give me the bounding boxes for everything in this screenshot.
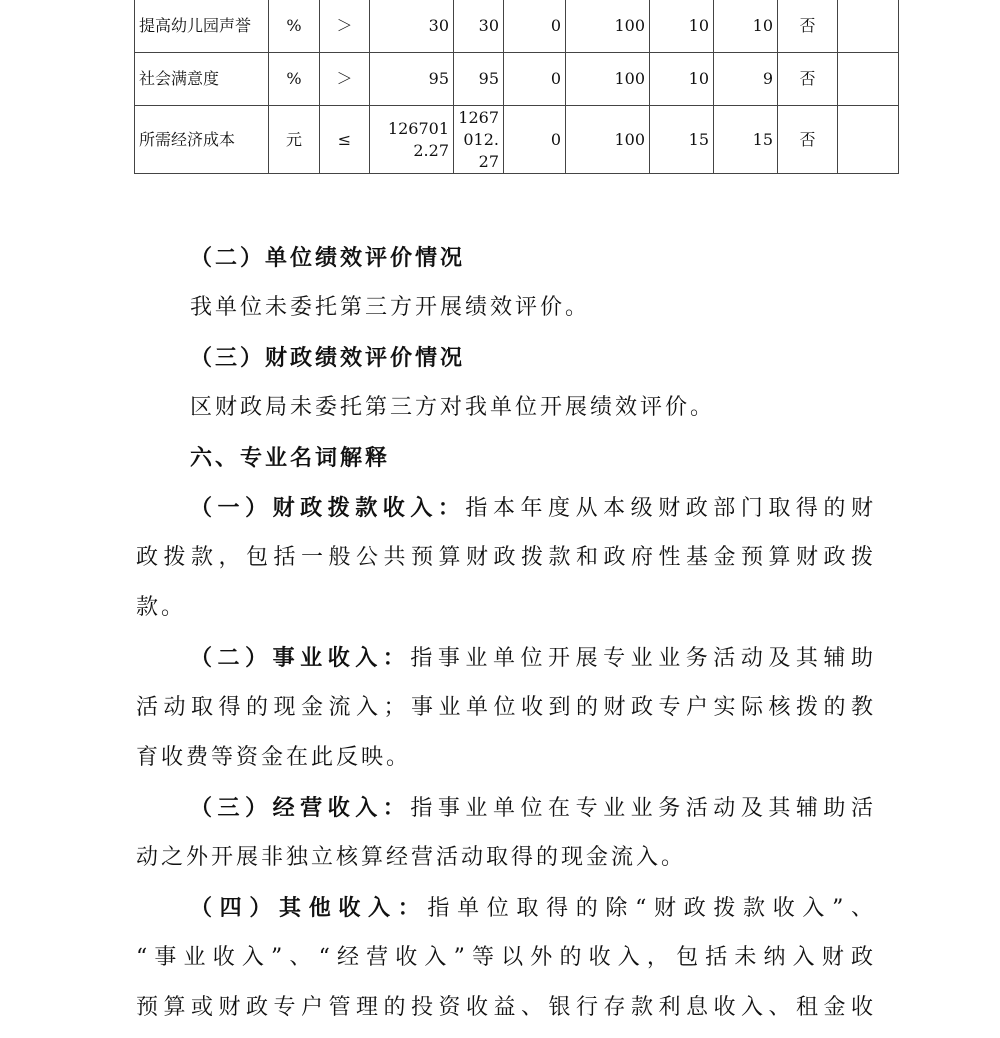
- table-cell: [838, 106, 899, 174]
- table-cell: 15: [714, 106, 778, 174]
- paragraph-line: 动之外开展非独立核算经营活动取得的现金流入。: [136, 845, 687, 870]
- table-cell: ≤: [320, 106, 370, 174]
- term-4: （四）其他收入：指单位取得的除“财政拨款收入”、: [190, 895, 876, 921]
- term-2: （二）事业收入：指事业单位开展专业业务活动及其辅助: [190, 645, 876, 671]
- document-body: [136, 233, 876, 1033]
- table-cell: 30: [370, 0, 454, 53]
- table-row: [135, 53, 899, 106]
- table-cell: ＞: [320, 0, 370, 53]
- performance-table: [134, 0, 899, 174]
- table-cell: [838, 0, 899, 53]
- paragraph-line: 活动取得的现金流入；事业单位收到的财政专户实际核拨的教: [136, 695, 876, 720]
- paragraph-line: 款。: [136, 595, 187, 620]
- table-row: [135, 0, 899, 53]
- paragraph-line: 育收费等资金在此反映。: [136, 745, 412, 770]
- term-1: （一）财政拨款收入：指本年度从本级财政部门取得的财: [190, 495, 876, 521]
- heading-finance-evaluation: （三）财政绩效评价情况: [190, 345, 466, 371]
- table-cell: 15: [650, 106, 714, 174]
- table-cell: 95: [370, 53, 454, 106]
- heading-unit-evaluation: （二）单位绩效评价情况: [190, 245, 466, 271]
- table-cell: 100: [566, 106, 650, 174]
- table-cell: 0: [504, 106, 566, 174]
- heading-terms: 六、专业名词解释: [190, 445, 391, 471]
- table-cell: 否: [778, 0, 838, 53]
- table-cell: 否: [778, 106, 838, 174]
- paragraph-line: “事业收入”、“经营收入”等以外的收入，包括未纳入财政: [136, 945, 876, 970]
- table-cell: 10: [650, 53, 714, 106]
- paragraph-line: 政拨款，包括一般公共预算财政拨款和政府性基金预算财政拨: [136, 545, 876, 570]
- table-cell: 10: [650, 0, 714, 53]
- table-cell: 否: [778, 53, 838, 106]
- paragraph: 我单位未委托第三方开展绩效评价。: [190, 295, 591, 320]
- table-cell: 9: [714, 53, 778, 106]
- table-cell: 0: [504, 53, 566, 106]
- table-cell: 100: [566, 0, 650, 53]
- paragraph-line: 预算或财政专户管理的投资收益、银行存款利息收入、租金收: [136, 995, 876, 1020]
- table-cell: %: [269, 0, 320, 53]
- term-3: （三）经营收入：指事业单位在专业业务活动及其辅助活: [190, 795, 876, 821]
- table-cell: %: [269, 53, 320, 106]
- table-cell: ＞: [320, 53, 370, 106]
- table-cell: 0: [504, 0, 566, 53]
- table-cell: 95: [454, 53, 504, 106]
- table-cell: 10: [714, 0, 778, 53]
- table-cell: 提高幼儿园声誉: [135, 0, 269, 53]
- table-cell: 1267012.27: [370, 106, 454, 174]
- paragraph: 区财政局未委托第三方对我单位开展绩效评价。: [190, 395, 716, 420]
- table-cell: 元: [269, 106, 320, 174]
- table-cell: 社会满意度: [135, 53, 269, 106]
- table-cell: 30: [454, 0, 504, 53]
- table-cell: 所需经济成本: [135, 106, 269, 174]
- table-cell: [838, 53, 899, 106]
- table-cell: 1267012.27: [454, 106, 504, 174]
- table-cell: 100: [566, 53, 650, 106]
- table-row: [135, 106, 899, 174]
